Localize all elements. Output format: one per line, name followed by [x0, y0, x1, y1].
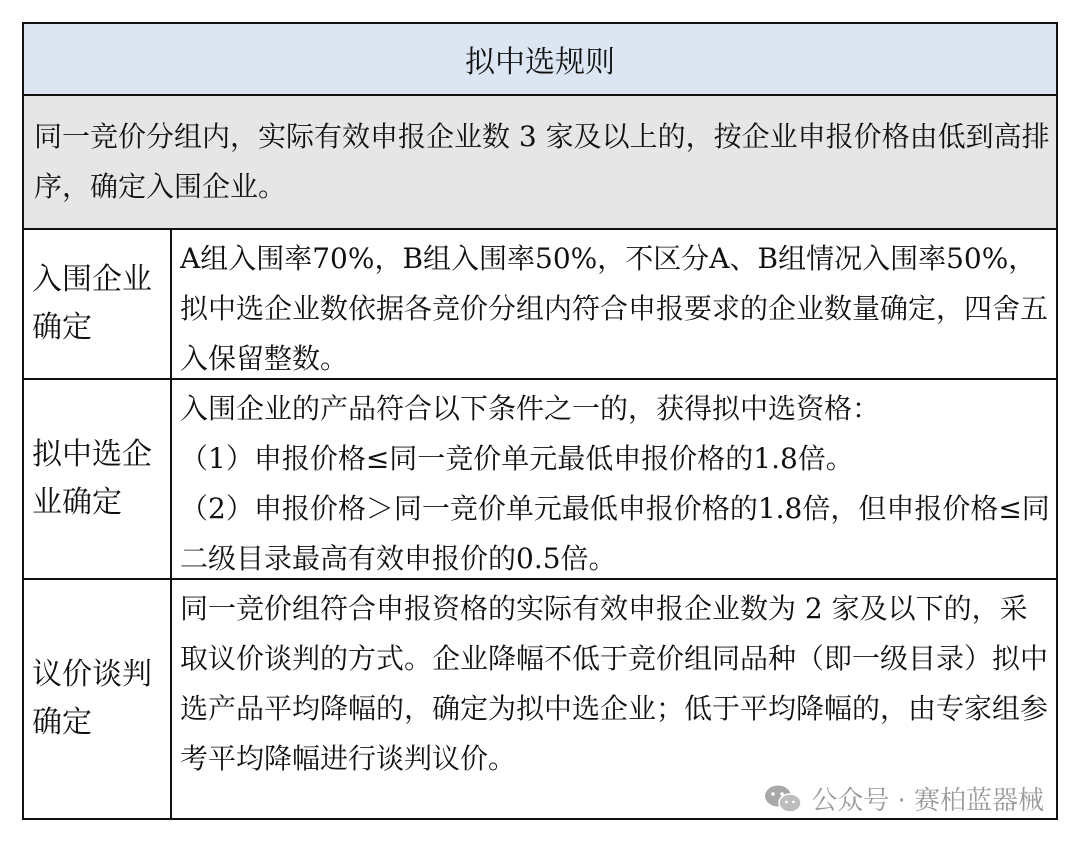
intro-row: [24, 96, 1056, 230]
rule-label-text: 议价谈判确定: [32, 657, 152, 740]
rule-label: [24, 230, 172, 378]
rule-row-shortlist: [24, 230, 1056, 380]
wechat-icon: [763, 783, 803, 815]
rule-condition-2: （2）申报价格＞同一竞价单元最低申报价格的1.8倍，但申报价格≤同二级目录最高有效申报价的0.5倍。: [180, 492, 1050, 575]
rule-label-text: 入围企业确定: [32, 262, 152, 345]
rule-label-text: 拟中选企业确定: [32, 437, 152, 520]
rule-label: [24, 380, 172, 578]
rule-content-text: A组入围率70%，B组入围率50%，不区分A、B组情况入围率50%，拟中选企业数依据各竞价分组内符合申报要求的企业数量确定，四舍五入保留整数。: [180, 242, 1049, 375]
rule-condition-intro: 入围企业的产品符合以下条件之一的，获得拟中选资格：: [180, 392, 881, 425]
table-title: 拟中选规则: [465, 45, 615, 80]
table-title-row: [24, 24, 1056, 96]
rule-content-text: 同一竞价组符合申报资格的实际有效申报企业数为 2 家及以下的，采取议价谈判的方式。企业降幅不低于竞价组同品种（即一级目录）拟中选产品平均降幅的，确定为拟中选企业；低于平均降幅的，由专家组参考平均降幅进行谈判议价。: [180, 592, 1049, 775]
watermark-text: 公众号 · 赛柏蓝器械: [811, 786, 1044, 816]
rule-label: [24, 580, 172, 818]
rules-table: [22, 22, 1058, 820]
rule-condition-1: （1）申报价格≤同一竞价单元最低申报价格的1.8倍。: [180, 442, 854, 475]
intro-text: 同一竞价分组内，实际有效申报企业数 3 家及以上的，按企业申报价格由低到高排序，确定入围企业。: [34, 120, 1050, 203]
rule-row-prequalified: [24, 380, 1056, 580]
watermark: [763, 780, 1044, 817]
rule-content: [172, 380, 1056, 578]
rule-content: [172, 230, 1056, 378]
